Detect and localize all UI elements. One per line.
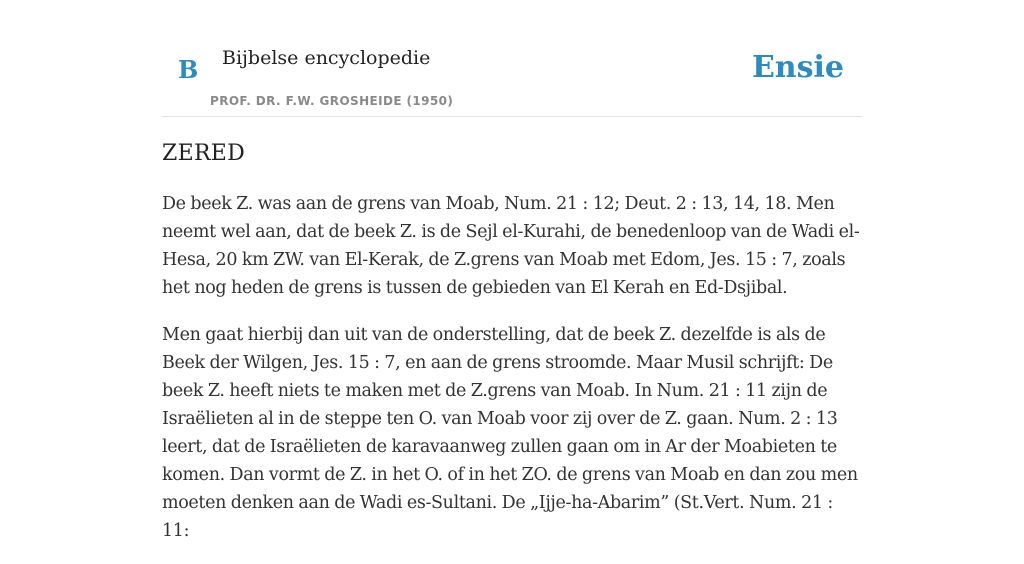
- site-header: [162, 0, 862, 117]
- article-headword: ZERED: [162, 141, 246, 166]
- book-title-link[interactable]: Bijbelse encyclopedie: [222, 47, 431, 69]
- book-logo[interactable]: B: [178, 55, 199, 84]
- book-author: PROF. DR. F.W. GROSHEIDE (1950): [210, 94, 454, 108]
- article-paragraph: Men gaat hierbij dan uit van de onderstelling, dat de beek Z. dezelfde is als de Beek der Wilgen, Jes. 15 : 7, en aan de grens stroomde. Maar Musil schrijft: De beek Z. heeft niets te maken met de Z.grens van Moab. In Num. 21 : 11 zijn de Israëlieten al in de steppe ten O. van Moab voor zij over de Z. gaan. Num. 2 : 13 leert, dat de Israëlieten de karavaanweg zullen gaan om in Ar der Moabieten te komen. Dan vormt de Z. in het O. of in het ZO. de grens van Moab en dan zou men moeten denken aan de Wadi es-Sultani. De „Ijje-ha-Abarim” (St.Vert. Num. 21 : 11:: [162, 325, 858, 541]
- article: [162, 138, 862, 564]
- article-paragraph: De beek Z. was aan de grens van Moab, Num. 21 : 12; Deut. 2 : 13, 14, 18. Men neemt wel aan, dat de beek Z. is de Sejl el-Kurahi, de benedenloop van de Wadi el-Hesa, 20 km ZW. van El-Kerak, de Z.grens van Moab met Edom, Jes. 15 : 7, zoals het nog heden de grens is tussen de gebieden van El Kerah en Ed-Dsjibal.: [162, 194, 860, 298]
- ensie-logo-link[interactable]: Ensie: [751, 50, 844, 85]
